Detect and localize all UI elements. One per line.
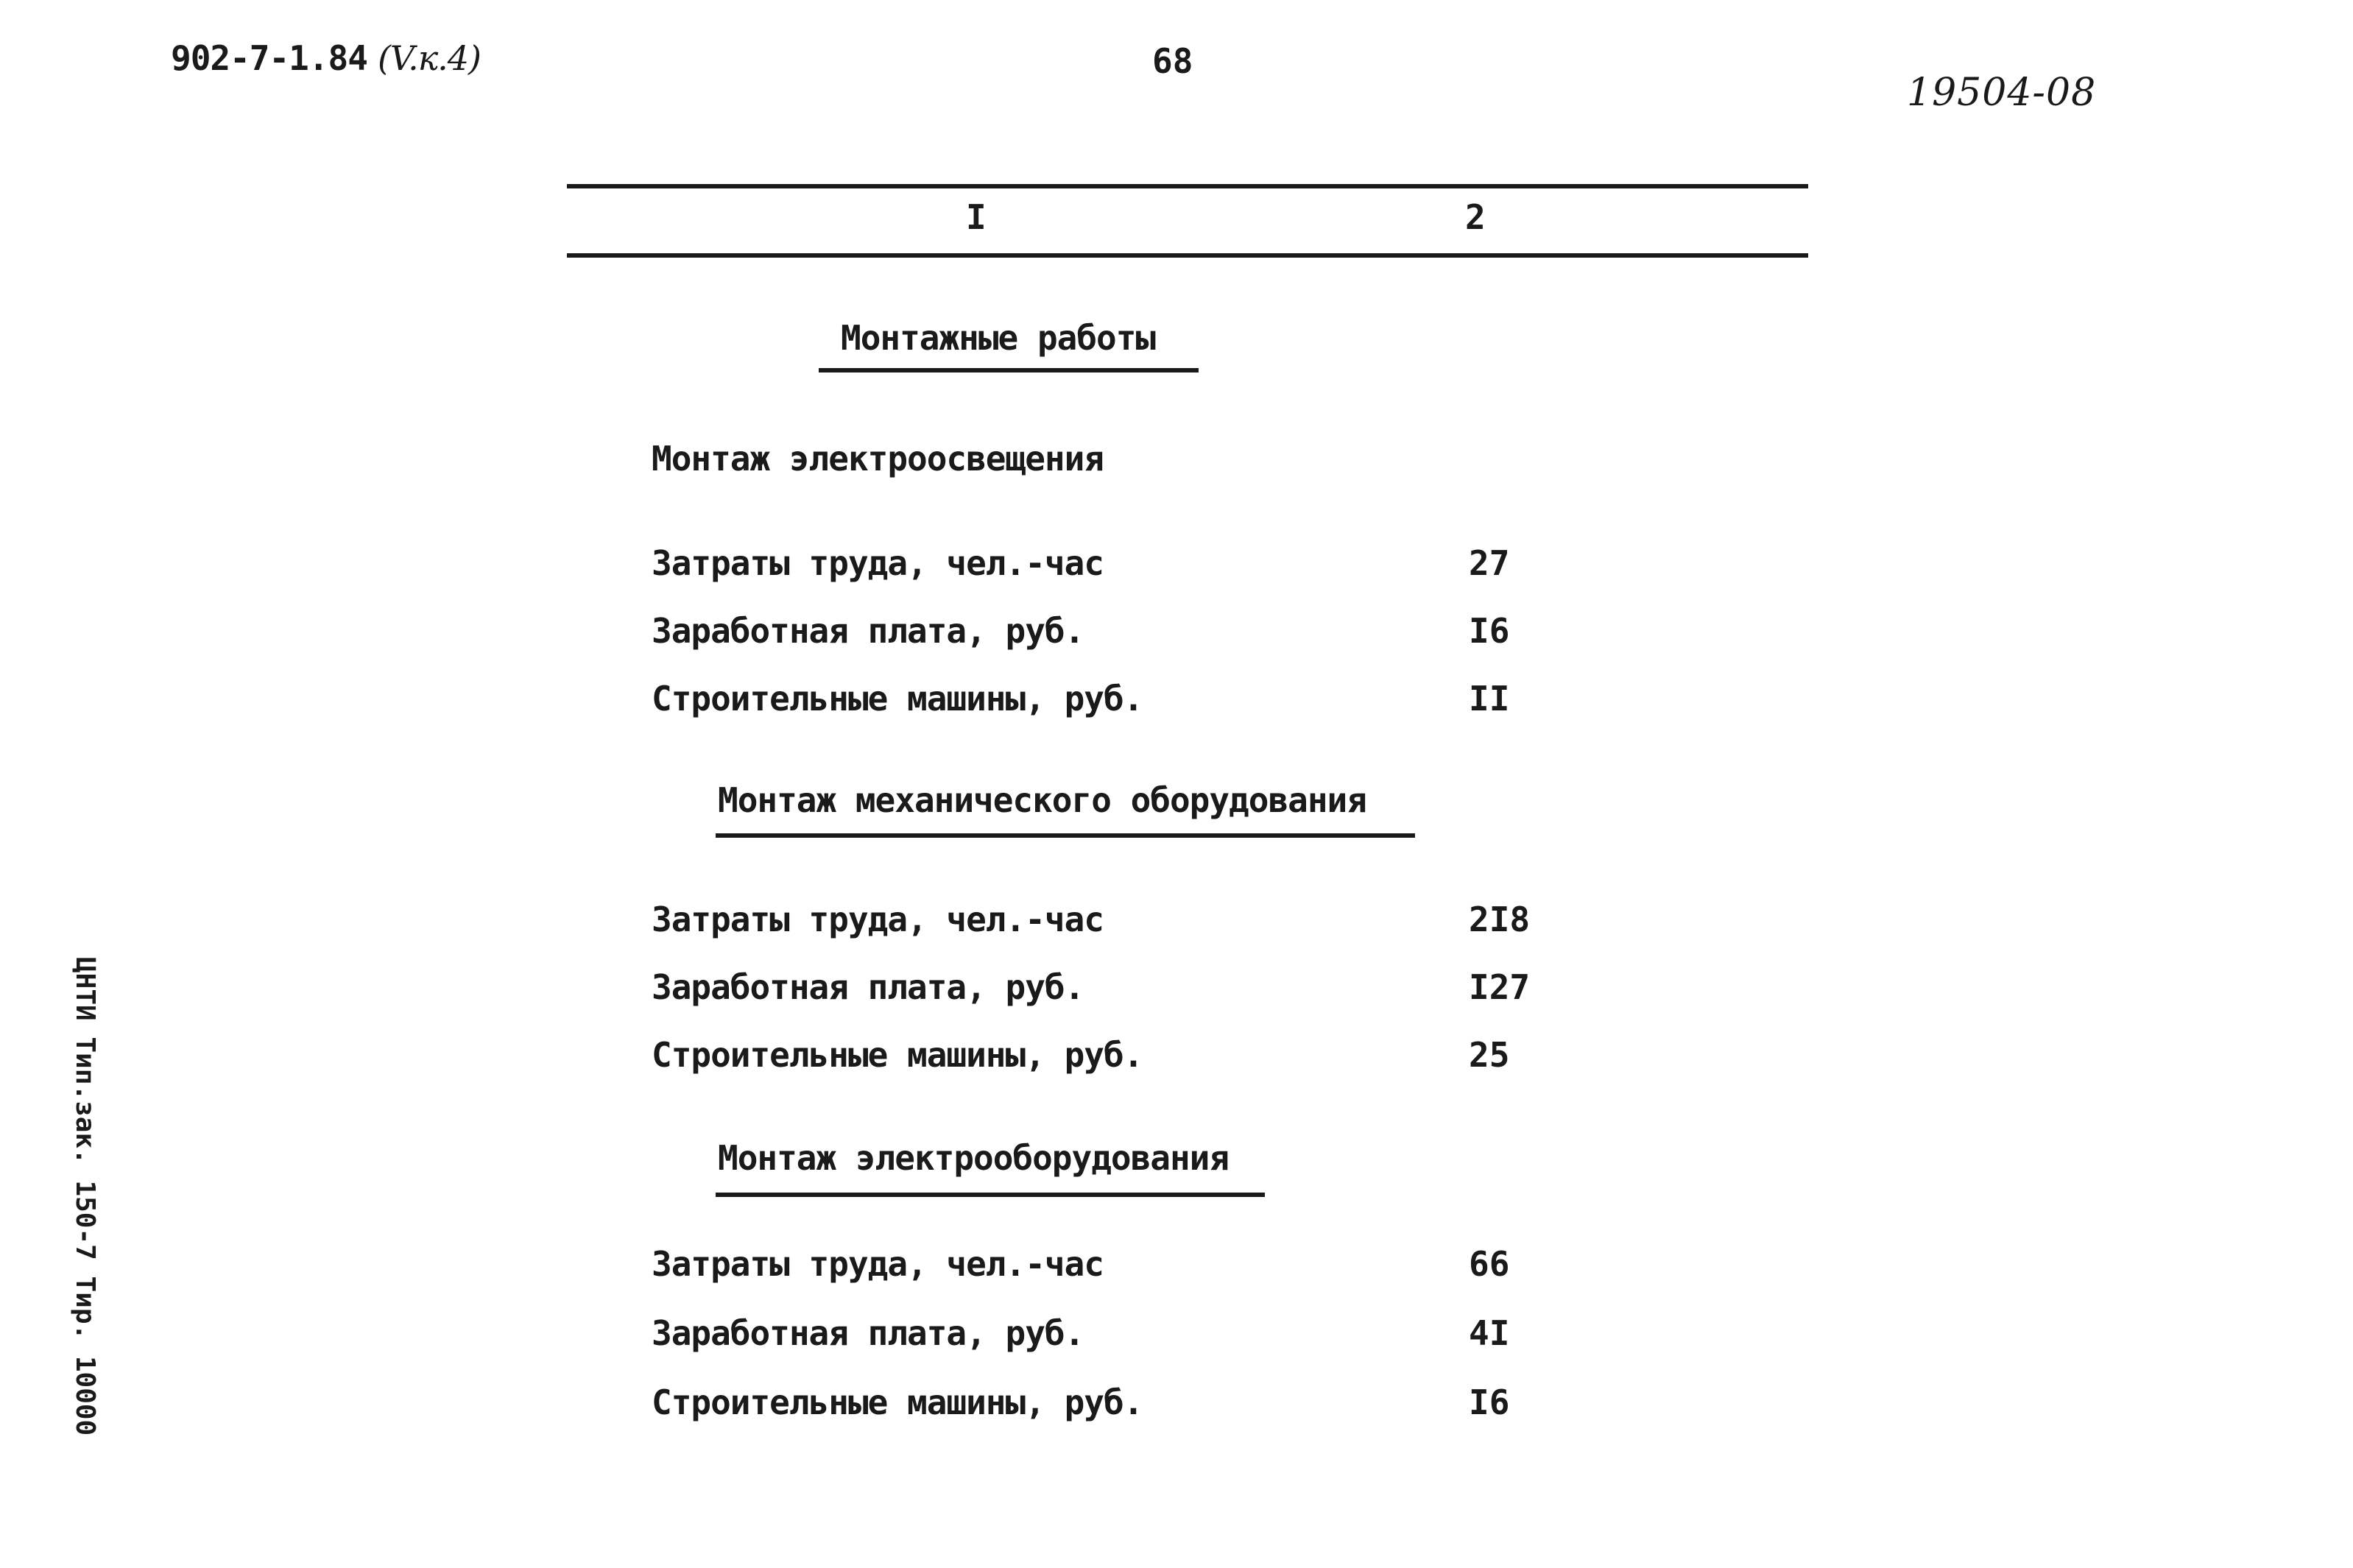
main-title: Монтажные работы (841, 318, 1156, 358)
table-header-bottom-rule (567, 253, 1808, 258)
section-1-row-2-label: Заработная плата, руб. (652, 611, 1084, 651)
section-3-row-1-label: Затраты труда, чел.-час (652, 1244, 1104, 1284)
section-1-row-3-value: II (1469, 679, 1510, 718)
section-3-title-underline (716, 1193, 1265, 1197)
section-1-row-2-value: I6 (1469, 611, 1510, 651)
printing-imprint-stamp: ЦНТИ Тип.зак. 150-7 Тир. 10000 (70, 957, 100, 1436)
section-2-row-3-value: 25 (1469, 1035, 1510, 1075)
page-number: 68 (1152, 41, 1193, 81)
main-title-underline (819, 368, 1199, 372)
section-1-row-1-label: Затраты труда, чел.-час (652, 543, 1104, 583)
document-code-handwritten-note: (V.к.4) (377, 38, 481, 78)
section-1-row-1-value: 27 (1469, 543, 1510, 583)
section-3-row-2-label: Заработная плата, руб. (652, 1313, 1084, 1353)
section-2-row-1-value: 2I8 (1469, 900, 1531, 939)
document-code-number: 902-7-1.84 (171, 38, 367, 78)
section-3-row-3-value: I6 (1469, 1382, 1510, 1422)
section-3-row-3-label: Строительные машины, руб. (652, 1382, 1143, 1422)
section-2-title-underline (716, 833, 1415, 838)
section-1-title: Монтаж электроосвещения (652, 439, 1104, 478)
document-code (171, 38, 481, 78)
column-1-header: I (966, 197, 987, 237)
column-2-header: 2 (1465, 197, 1486, 237)
archive-number: 19504-08 (1907, 71, 2097, 115)
section-2-row-1-label: Затраты труда, чел.-час (652, 900, 1104, 939)
section-3-title: Монтаж электрооборудования (718, 1138, 1230, 1178)
section-3-row-1-value: 66 (1469, 1244, 1510, 1284)
table-top-rule (567, 184, 1808, 188)
section-2-row-2-label: Заработная плата, руб. (652, 967, 1084, 1007)
section-1-row-3-label: Строительные машины, руб. (652, 679, 1143, 718)
section-2-title: Монтаж механического оборудования (718, 780, 1366, 820)
section-2-row-2-value: I27 (1469, 967, 1531, 1007)
section-2-row-3-label: Строительные машины, руб. (652, 1035, 1143, 1075)
section-3-row-2-value: 4I (1469, 1313, 1510, 1353)
